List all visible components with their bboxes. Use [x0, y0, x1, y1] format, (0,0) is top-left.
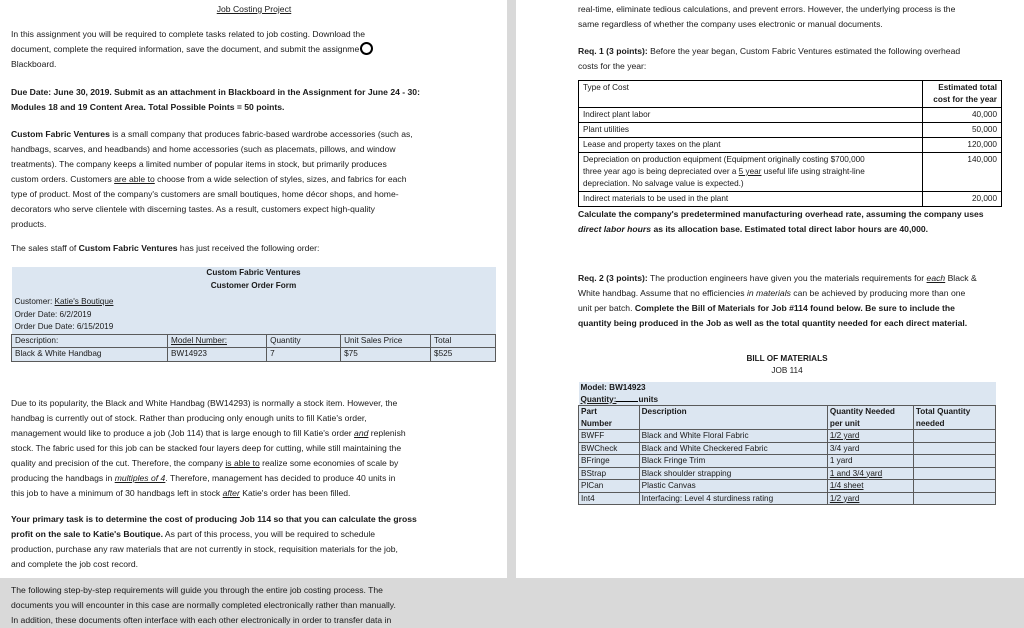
popularity-paragraph-line: this job to have a minimum of 30 handbags left in stock after Katie's order has been filled.	[11, 487, 351, 498]
page-title: Job Costing Project	[216, 4, 292, 14]
cursor-circle-icon	[360, 42, 373, 55]
cost-row-value: 20,000	[923, 192, 1002, 207]
bom-total-cell[interactable]	[913, 480, 995, 493]
cost-row-value: 50,000	[923, 123, 1002, 138]
steps-paragraph-line: The following step-by-step requirements will guide you through the entire job costing process. The	[11, 584, 383, 595]
bom-row	[579, 467, 996, 480]
company-paragraph-line: custom orders. Customers are able to choose from a wide selection of styles, sizes, and fabrics for each	[11, 174, 407, 184]
order-row-quantity: 7	[267, 348, 341, 362]
intro-line-2: document, complete the required information, save the document, and submit the assignme	[11, 42, 497, 57]
bom-total-cell[interactable]	[913, 442, 995, 455]
popularity-paragraph-line: Due to its popularity, the Black and White Handbag (BW14293) is normally a stock item. However, the	[11, 397, 398, 408]
bom-part: BWCheck	[579, 442, 640, 455]
company-paragraph-line: handbags, scarves, and headbands) and home accessories (such as placemats, pillows, and window	[11, 144, 396, 154]
bom-qty: 1/2 yard	[827, 430, 913, 443]
bom-qty: 3/4 yard	[827, 442, 913, 455]
popularity-paragraph-line: producing the handbags in multiples of 4. Therefore, management has decided to produce 40 units in	[11, 472, 396, 483]
bom-header-qty-per-unit: Quantity Needed per unit	[827, 406, 913, 430]
customer-order-form	[11, 267, 496, 362]
bom-row	[579, 430, 996, 443]
bom-total-cell[interactable]	[913, 467, 995, 480]
bom-part: BFringe	[579, 455, 640, 468]
bom-job: JOB 114	[771, 365, 803, 375]
bom-row	[579, 442, 996, 455]
cost-row-label: Indirect plant labor	[579, 108, 923, 123]
steps-paragraph-line: documents you will encounter in this case are normally completed electronically rather than manually.	[11, 599, 396, 610]
intro-line-3: Blackboard.	[11, 59, 57, 69]
company-paragraph-line: products.	[11, 219, 47, 229]
bom-quantity: Quantity: units	[579, 394, 996, 406]
company-paragraph-line: treatments). The company keeps a limited number of popular items in stock, but primarily produces	[11, 159, 387, 169]
order-header-description: Description:	[12, 334, 168, 348]
primary-task-line: and complete the job cost record.	[11, 558, 139, 569]
cost-header-type: Type of Cost	[583, 83, 629, 92]
bom-title: BILL OF MATERIALS	[746, 354, 828, 363]
order-header-total: Total	[431, 334, 496, 348]
order-customer: Customer: Katie's Boutique	[12, 296, 496, 309]
bom-description: Black shoulder strapping	[639, 467, 827, 480]
bom-row	[579, 455, 996, 468]
cost-row-depreciation: Depreciation on production equipment (Equipment originally costing $700,000 three year ago is being depreciated over a 5 year useful life using straight-line depreciation. No salvage value is expected.)	[579, 153, 923, 192]
calc-line: direct labor hours as its allocation base. Estimated total direct labor hours are 40,000.	[578, 224, 929, 234]
intro-line-1: In this assignment you will be required to complete tasks related to job costing. Download the	[11, 29, 365, 39]
req2-line: Req. 2 (3 points): The production engineers have given you the materials requirements for each Black &	[578, 273, 977, 283]
overhead-cost-table	[578, 80, 1002, 207]
popularity-paragraph-line: quality and precision of the cut. Therefore, the company is able to realize some economies of scale by	[11, 457, 399, 468]
bom-row	[579, 480, 996, 493]
order-due-date: Order Due Date: 6/15/2019	[12, 321, 496, 334]
bom-total-cell[interactable]	[913, 492, 995, 505]
cost-row-label: Plant utilities	[579, 123, 923, 138]
bom-description: Plastic Canvas	[639, 480, 827, 493]
cost-row-value: 140,000	[923, 153, 1002, 192]
order-header-model: Model Number:	[168, 334, 267, 348]
bom-description: Interfacing: Level 4 sturdiness rating	[639, 492, 827, 505]
bom-header-part: Part Number	[579, 406, 640, 430]
order-company: Custom Fabric Ventures	[12, 267, 496, 280]
cost-row-value: 120,000	[923, 138, 1002, 153]
due-date-line-1: Due Date: June 30, 2019. Submit as an attachment in Blackboard in the Assignment for June 24 - 30:	[11, 87, 420, 97]
bom-part: Int4	[579, 492, 640, 505]
bom-part: BWFF	[579, 430, 640, 443]
calc-line: Calculate the company's predetermined manufacturing overhead rate, assuming the company uses	[578, 209, 984, 219]
popularity-paragraph-line: stock. The fabric used for this job can be stacked four layers deep for cutting, while still maintaining the	[11, 442, 402, 453]
cost-row-label: Lease and property taxes on the plant	[579, 138, 923, 153]
sales-staff-line: The sales staff of Custom Fabric Ventures has just received the following order:	[11, 243, 320, 253]
cost-header-estimate: Estimated total cost for the year	[923, 81, 1002, 108]
document-page-left	[0, 0, 507, 625]
cost-row-label: Indirect materials to be used in the plant	[579, 192, 923, 207]
req1-line: costs for the year:	[578, 61, 647, 71]
continuation-line: real-time, eliminate tedious calculations, and prevent errors. However, the underlying process is the	[578, 4, 956, 14]
company-paragraph-line: decorators who serve clientele with discerning tastes. As a result, customers expect high-quality	[11, 204, 375, 214]
bom-part: PlCan	[579, 480, 640, 493]
bom-model: Model: BW14923	[579, 382, 996, 394]
company-paragraph: Custom Fabric Ventures is a small company that produces fabric-based wardrobe accessories (such as,	[11, 129, 413, 139]
primary-task-line: Your primary task is to determine the cost of producing Job 114 so that you can calculate the gross	[11, 513, 417, 524]
req2-line: unit per batch. Complete the Bill of Materials for Job #114 found below. Be sure to include the	[578, 303, 955, 313]
due-date-line-2: Modules 18 and 19 Content Area. Total Possible Points = 50 points.	[11, 102, 285, 112]
primary-task-line: production, purchase any raw materials that are not currently in stock, requisition materials for the job,	[11, 543, 398, 554]
bill-of-materials-table	[578, 353, 996, 505]
document-page-right	[516, 0, 1024, 578]
bom-qty: 1/4 sheet	[827, 480, 913, 493]
bom-qty: 1/2 yard	[827, 492, 913, 505]
bom-row	[579, 492, 996, 505]
steps-paragraph-line: In addition, these documents often interface with each other electronically in order to transfer data in	[11, 614, 392, 625]
continuation-line: same regardless of whether the company uses electronic or manual documents.	[578, 19, 883, 29]
bom-description: Black and White Checkered Fabric	[639, 442, 827, 455]
order-header-unit-price: Unit Sales Price	[341, 334, 431, 348]
company-paragraph-line: type of product. Most of the company's customers are small boutiques, home décor shops, and home-	[11, 189, 399, 199]
req2-line: quantity being produced in the Job as well as the total quantity needed for each direct material.	[578, 318, 968, 328]
bom-description: Black and White Floral Fabric	[639, 430, 827, 443]
bom-total-cell[interactable]	[913, 455, 995, 468]
cost-row-value: 40,000	[923, 108, 1002, 123]
bom-part: BStrap	[579, 467, 640, 480]
bom-qty: 1 yard	[827, 455, 913, 468]
req2-line: White handbag. Assume that no efficiencies in materials can be achieved by producing more than one	[578, 288, 966, 298]
order-header-quantity: Quantity	[267, 334, 341, 348]
order-row-total: $525	[431, 348, 496, 362]
order-row-description: Black & White Handbag	[12, 348, 168, 362]
order-row-model: BW14923	[168, 348, 267, 362]
order-date: Order Date: 6/2/2019	[12, 309, 496, 322]
bom-header-description: Description	[639, 406, 827, 430]
popularity-paragraph-line: handbag is currently out of stock. Rather than producing only enough units to fill Katie's order,	[11, 412, 367, 423]
order-row-unit-price: $75	[341, 348, 431, 362]
popularity-paragraph-line: management would like to produce a job (Job 114) that is large enough to fill Katie's order and replenish	[11, 427, 406, 438]
primary-task-line: profit on the sale to Katie's Boutique. As part of this process, you will be required to schedule	[11, 528, 376, 539]
bom-total-cell[interactable]	[913, 430, 995, 443]
req1-line: Req. 1 (3 points): Before the year began, Custom Fabric Ventures estimated the following overhead	[578, 46, 961, 56]
bom-qty: 1 and 3/4 yard	[827, 467, 913, 480]
bom-description: Black Fringe Trim	[639, 455, 827, 468]
order-form-title: Customer Order Form	[12, 280, 496, 293]
bom-header-total-qty: Total Quantity needed	[913, 406, 995, 430]
